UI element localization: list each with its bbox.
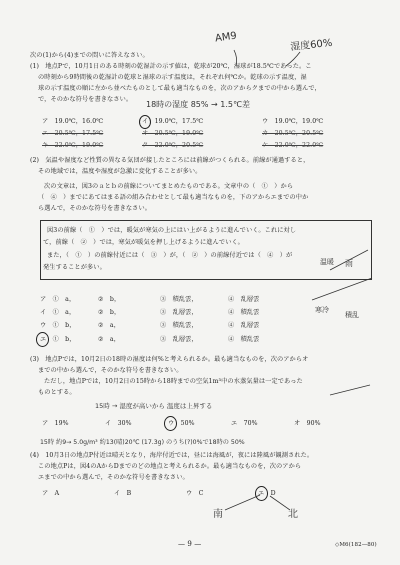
arrow-stroke xyxy=(330,250,368,270)
q2-a-1: ア ① a， xyxy=(40,296,76,303)
q2-u-4: ④ 乱層雲 xyxy=(228,322,260,329)
arrow-stroke xyxy=(225,495,260,510)
q2-u-2: ② a， xyxy=(98,322,121,329)
q2-u-3: ③ 積乱雲， xyxy=(160,322,198,329)
q4-option-a[interactable]: ア A xyxy=(42,490,60,497)
q1-option-ku[interactable]: ク 22.0℃，20.5℃ xyxy=(142,142,204,149)
q1-option-e[interactable]: エ 20.5℃，17.5℃ xyxy=(42,130,104,137)
q2-i-4: ④ 積乱雲 xyxy=(228,309,260,316)
q4-line3: エまでの中から選んで，そのかな符号を書きなさい。 xyxy=(38,474,189,481)
q2-i-1: イ ① a， xyxy=(40,309,76,316)
arrow-stroke xyxy=(312,278,372,300)
q2-line5: ら選んで，そのかな符号を書きなさい。 xyxy=(38,205,152,212)
q2-line2: その地域では，温度や湿度が急激に変化することが多い。 xyxy=(38,168,202,175)
q1-line1: (1) 地点Pで，10月1日のある時刻の乾湿計の示す値は，乾球が20℃，湿球が18.5℃であった。こ xyxy=(30,63,312,70)
handwritten-note: 湿度60% xyxy=(289,37,333,54)
handwritten-note: AM9 xyxy=(214,30,238,45)
q4-option-u[interactable]: ウ C xyxy=(186,490,204,497)
q2-a-4: ④ 乱層雲 xyxy=(228,296,260,303)
q2-e-2: ② a， xyxy=(98,336,121,343)
q2-line4: （ ④ ）までにあてはまる語の組み合わせとして最も適当なものを，下のアからエまでの中か xyxy=(38,194,309,201)
q3-option-u[interactable]: ウ 50% xyxy=(168,420,195,427)
q1-option-i[interactable]: イ 19.0℃，17.5℃ xyxy=(142,118,204,125)
q3-option-a[interactable]: ア 19% xyxy=(42,420,69,427)
handwritten-note: 18時の湿度 85% → 1.5℃差 xyxy=(146,100,250,109)
q1-line3: 球の示す温度の順に左から並べたものとして最も適当なものを，次のアからクまでの中から選んで， xyxy=(38,85,321,92)
q2-e-1: エ ① b， xyxy=(40,336,76,343)
intro-text: 次の(1)から(4)までの問いに答えなさい。 xyxy=(30,52,149,59)
q1-option-ka[interactable]: カ 20.5℃，20.5℃ xyxy=(262,130,324,137)
q2-line1: (2) 気温や湿度など性質の異なる気団が接したところには前線がつくられる。前線が通過すると， xyxy=(30,157,310,164)
handwritten-note: 積乱 xyxy=(345,311,359,319)
page-number: — 9 — xyxy=(178,540,202,548)
arrow-stroke xyxy=(270,496,290,510)
q1-option-u[interactable]: ウ 19.0℃，19.0℃ xyxy=(262,118,324,125)
q2-i-3: ③ 乱層雲， xyxy=(160,309,198,316)
q2-a-3: ③ 積乱雲， xyxy=(160,296,198,303)
box-line3: また，（ ① ）の前線付近には（ ③ ）が，（ ② ）の前線付近では（ ④ ）が xyxy=(47,252,293,259)
q2-e-3: ③ 乱層雲， xyxy=(160,336,198,343)
arrow-stroke xyxy=(330,385,370,395)
q2-a-2: ② b， xyxy=(98,296,121,303)
q4-line1: (4) 10月3日の地点P付近は晴天となり，海岸付近では，昼には海風が，夜には陸風が観測された。 xyxy=(30,452,314,459)
q3-line1: (3) 地点Pでは，10月2日の18時の湿度は何%と考えられるか。最も適当なものを，次のアからオ xyxy=(30,356,309,363)
handwritten-note: 南 xyxy=(213,509,223,520)
q2-e-4: ④ 積乱雲 xyxy=(228,336,260,343)
q3-line4: ものとする。 xyxy=(38,389,76,396)
q1-option-ki[interactable]: キ 22.0℃，19.0℃ xyxy=(42,142,104,149)
handwritten-note: 寒冷 xyxy=(315,306,329,314)
q3-option-o[interactable]: オ 90% xyxy=(294,420,321,427)
handwritten-note: 雨 xyxy=(345,259,353,268)
handwritten-note: 15時 約9→ 5.0g/m³ 約13(晴)20℃ (17.3g) のうち(?)0%で18時の 50% xyxy=(40,439,245,446)
q1-option-o[interactable]: オ 20.5℃，19.0℃ xyxy=(142,130,204,137)
box-line2: て，前線（ ② ）では，寒気が暖気を押し上げるように進んでいく。 xyxy=(43,239,244,246)
q1-line2: の時刻から9時間後の乾湿計の乾球と湿球の示す温度は，それぞれ何℃か。乾球の示す温度，湿 xyxy=(38,74,307,81)
q2-i-2: ② b， xyxy=(98,309,121,316)
q1-line4: で，そのかな符号を書きなさい。 xyxy=(38,96,133,103)
box-line4: 発生することが多い。 xyxy=(43,264,106,271)
q3-line3: ただし，地点Pでは，10月2日の15時から18時までの空気1m³中の水蒸気量は一定であった xyxy=(44,378,303,385)
q2-u-1: ウ ① b， xyxy=(40,322,76,329)
handwritten-note: 温暖 xyxy=(320,258,334,266)
q4-option-i[interactable]: イ B xyxy=(114,490,132,497)
q4-line2: この地点Pは，図4のAからDまでのどの地点と考えられるか。最も適当なものを，次のアから xyxy=(38,463,302,470)
arrow-stroke xyxy=(234,50,237,66)
page-code: ◇M6(182—80) xyxy=(335,542,377,548)
q3-line2: までの中から選んで，そのかな符号を書きなさい。 xyxy=(38,367,183,374)
q2-line3: 次の文章は，図3のａとｂの前線についてまとめたものである。文章中の（ ① ）から xyxy=(44,183,294,190)
handwritten-note: 15時 → 湿度が高いから 温度は上昇する xyxy=(95,402,213,410)
q3-option-i[interactable]: イ 30% xyxy=(105,420,132,427)
q1-option-ke[interactable]: ケ 22.0℃，22.0℃ xyxy=(262,142,324,149)
box-line1: 図3の前線（ ① ）では，暖気が寒気の上にはい上がるように進んでいく。これに対し xyxy=(47,227,297,234)
handwritten-note: 北 xyxy=(288,509,298,520)
q4-option-e[interactable]: エ D xyxy=(258,490,276,497)
q3-option-e[interactable]: エ 70% xyxy=(231,420,258,427)
q1-option-a[interactable]: ア 19.0℃，16.0℃ xyxy=(42,118,104,125)
arrow-stroke xyxy=(286,52,300,66)
